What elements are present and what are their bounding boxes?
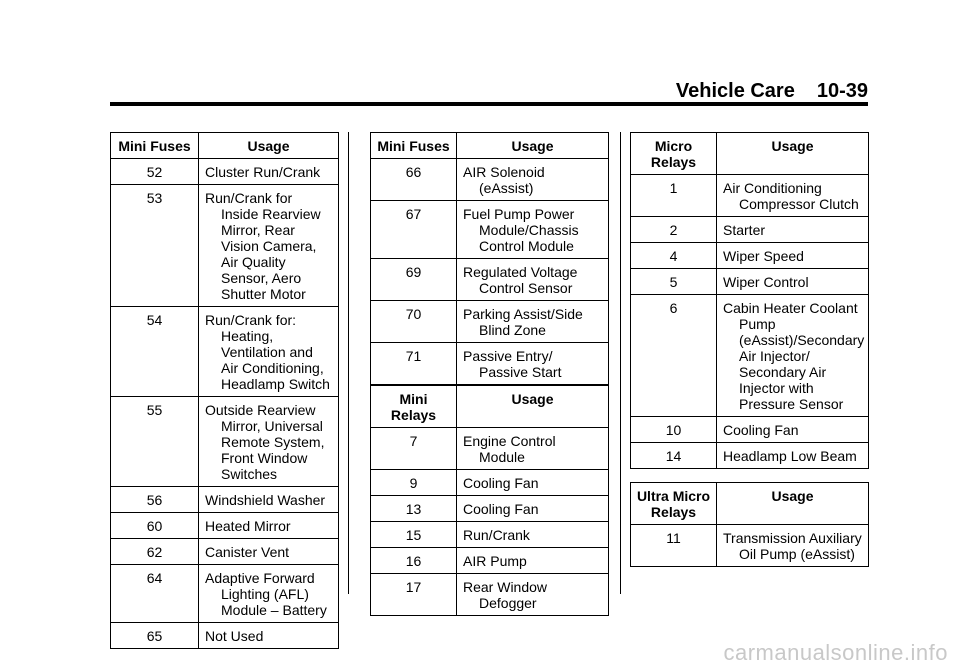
- page-header: [110, 0, 868, 106]
- item-number: 60: [111, 513, 199, 539]
- item-number: 16: [371, 548, 457, 574]
- usage-cell: [717, 217, 869, 243]
- item-number: 15: [371, 522, 457, 548]
- table-row: [111, 397, 339, 487]
- item-number: 64: [111, 565, 199, 623]
- item-number: 2: [631, 217, 717, 243]
- item-number: 71: [371, 343, 457, 385]
- item-number: 1: [631, 175, 717, 217]
- usage-text: AIR Pump: [463, 553, 527, 569]
- usage-cell: [457, 343, 609, 385]
- table-header-row: [631, 483, 869, 525]
- item-number: 13: [371, 496, 457, 522]
- usage-text: Headlamp Low Beam: [723, 448, 857, 464]
- item-number: 11: [631, 525, 717, 567]
- usage-cell: [199, 159, 339, 185]
- usage-text: Wiper Speed: [723, 248, 804, 264]
- usage-text: Canister Vent: [205, 544, 290, 560]
- table-header-row: [111, 133, 339, 159]
- column-header-usage: Usage: [199, 133, 339, 159]
- table-header-row: [371, 133, 609, 159]
- usage-cell: [717, 417, 869, 443]
- usage-cell: [199, 623, 339, 649]
- item-number: 69: [371, 259, 457, 301]
- usage-cell: [717, 443, 869, 469]
- usage-text: Adaptive Forward Lighting (AFL) Module – Battery: [205, 570, 327, 618]
- item-number: 7: [371, 428, 457, 470]
- usage-text: Cooling Fan: [723, 422, 799, 438]
- item-number: 6: [631, 295, 717, 417]
- column-header-id: Ultra Micro Relays: [631, 483, 717, 525]
- table-row: [111, 159, 339, 185]
- usage-text: Cluster Run/Crank: [205, 164, 321, 180]
- table-row: [371, 301, 609, 343]
- usage-cell: [717, 269, 869, 295]
- page-number: 10-39: [816, 80, 868, 102]
- usage-cell: [457, 159, 609, 201]
- table-row: [111, 307, 339, 397]
- column-header-id: Micro Relays: [631, 133, 717, 175]
- usage-text: Fuel Pump Power Module/Chassis Control Module: [463, 206, 579, 254]
- column-header-id: Mini Relays: [371, 386, 457, 428]
- usage-cell: [199, 185, 339, 307]
- table-row: [371, 428, 609, 470]
- table-row: [631, 295, 869, 417]
- usage-text: Run/Crank: [463, 527, 530, 543]
- table-header-row: [371, 386, 609, 428]
- usage-cell: [199, 513, 339, 539]
- header-text: [676, 80, 868, 103]
- usage-cell: [717, 525, 869, 567]
- mini-relays-table: [370, 385, 609, 616]
- mini-fuses-table-1: [110, 132, 339, 649]
- table-row: [631, 443, 869, 469]
- usage-cell: [717, 243, 869, 269]
- usage-text: Run/Crank for: Heating, Ventilation and Air Conditioning, Headlamp Switch: [205, 312, 330, 392]
- item-number: 5: [631, 269, 717, 295]
- table-row: [631, 525, 869, 567]
- column-divider: [348, 132, 349, 594]
- usage-cell: [457, 522, 609, 548]
- usage-text: Parking Assist/Side Blind Zone: [463, 306, 583, 338]
- item-number: 67: [371, 201, 457, 259]
- usage-text: AIR Solenoid (eAssist): [463, 164, 545, 196]
- usage-cell: [717, 295, 869, 417]
- watermark: carmanualsonline.info: [723, 640, 948, 665]
- usage-text: Starter: [723, 222, 766, 238]
- usage-text: Rear Window Defogger: [463, 579, 548, 611]
- table-row: [371, 201, 609, 259]
- item-number: 56: [111, 487, 199, 513]
- ultra-micro-relays-table: [630, 482, 869, 567]
- column-header-id: Mini Fuses: [111, 133, 199, 159]
- column-header-id: Mini Fuses: [371, 133, 457, 159]
- usage-text: Outside Rearview Mirror, Universal Remote System, Front Window Switches: [205, 402, 325, 482]
- usage-text: Passive Entry/ Passive Start: [463, 348, 562, 380]
- usage-cell: [199, 539, 339, 565]
- usage-text: Wiper Control: [723, 274, 809, 290]
- table-row: [371, 574, 609, 616]
- mini-fuses-table-2: [370, 132, 609, 385]
- table-row: [111, 565, 339, 623]
- usage-text: Not Used: [205, 628, 264, 644]
- table-row: [631, 417, 869, 443]
- usage-cell: [199, 307, 339, 397]
- usage-cell: [457, 470, 609, 496]
- usage-cell: [199, 487, 339, 513]
- usage-text: Air Conditioning Compressor Clutch: [723, 180, 859, 212]
- usage-text: Run/Crank for Inside Rearview Mirror, Rear Vision Camera, Air Quality Sensor, Aero Shutter Motor: [205, 190, 321, 302]
- item-number: 62: [111, 539, 199, 565]
- column-header-usage: Usage: [457, 133, 609, 159]
- item-number: 9: [371, 470, 457, 496]
- usage-text: Heated Mirror: [205, 518, 291, 534]
- item-number: 66: [371, 159, 457, 201]
- table-row: [371, 343, 609, 385]
- usage-cell: [199, 397, 339, 487]
- usage-text: Cabin Heater Coolant Pump (eAssist)/Secondary Air Injector/ Secondary Air Injector with Pressure Sensor: [723, 300, 865, 412]
- table-row: [371, 496, 609, 522]
- table-row: [371, 470, 609, 496]
- usage-text: Transmission Auxiliary Oil Pump (eAssist): [723, 530, 862, 562]
- table-row: [631, 175, 869, 217]
- item-number: 17: [371, 574, 457, 616]
- item-number: 4: [631, 243, 717, 269]
- item-number: 65: [111, 623, 199, 649]
- header-rule: [110, 102, 868, 106]
- usage-text: Windshield Washer: [205, 492, 326, 508]
- usage-cell: [457, 301, 609, 343]
- usage-cell: [717, 175, 869, 217]
- column-header-usage: Usage: [457, 386, 609, 428]
- section-title: Vehicle Care: [675, 80, 795, 102]
- table-row: [631, 217, 869, 243]
- usage-cell: [457, 259, 609, 301]
- table-row: [111, 513, 339, 539]
- item-number: 10: [631, 417, 717, 443]
- usage-cell: [457, 201, 609, 259]
- column-header-usage: Usage: [717, 133, 869, 175]
- table-row: [111, 185, 339, 307]
- usage-cell: [457, 574, 609, 616]
- item-number: 55: [111, 397, 199, 487]
- item-number: 52: [111, 159, 199, 185]
- usage-text: Engine Control Module: [463, 433, 556, 465]
- item-number: 53: [111, 185, 199, 307]
- usage-cell: [199, 565, 339, 623]
- usage-text: Cooling Fan: [463, 475, 539, 491]
- table-row: [111, 539, 339, 565]
- item-number: 70: [371, 301, 457, 343]
- table-row: [631, 269, 869, 295]
- usage-cell: [457, 548, 609, 574]
- usage-text: Regulated Voltage Control Sensor: [463, 264, 578, 296]
- usage-cell: [457, 428, 609, 470]
- table-header-row: [631, 133, 869, 175]
- table-row: [111, 623, 339, 649]
- table-row: [631, 243, 869, 269]
- item-number: 14: [631, 443, 717, 469]
- column-header-usage: Usage: [717, 483, 869, 525]
- table-row: [371, 522, 609, 548]
- table-row: [111, 487, 339, 513]
- column-divider: [620, 132, 621, 594]
- table-row: [371, 548, 609, 574]
- micro-relays-table: [630, 132, 869, 469]
- usage-text: Cooling Fan: [463, 501, 539, 517]
- table-row: [371, 159, 609, 201]
- item-number: 54: [111, 307, 199, 397]
- table-row: [371, 259, 609, 301]
- usage-cell: [457, 496, 609, 522]
